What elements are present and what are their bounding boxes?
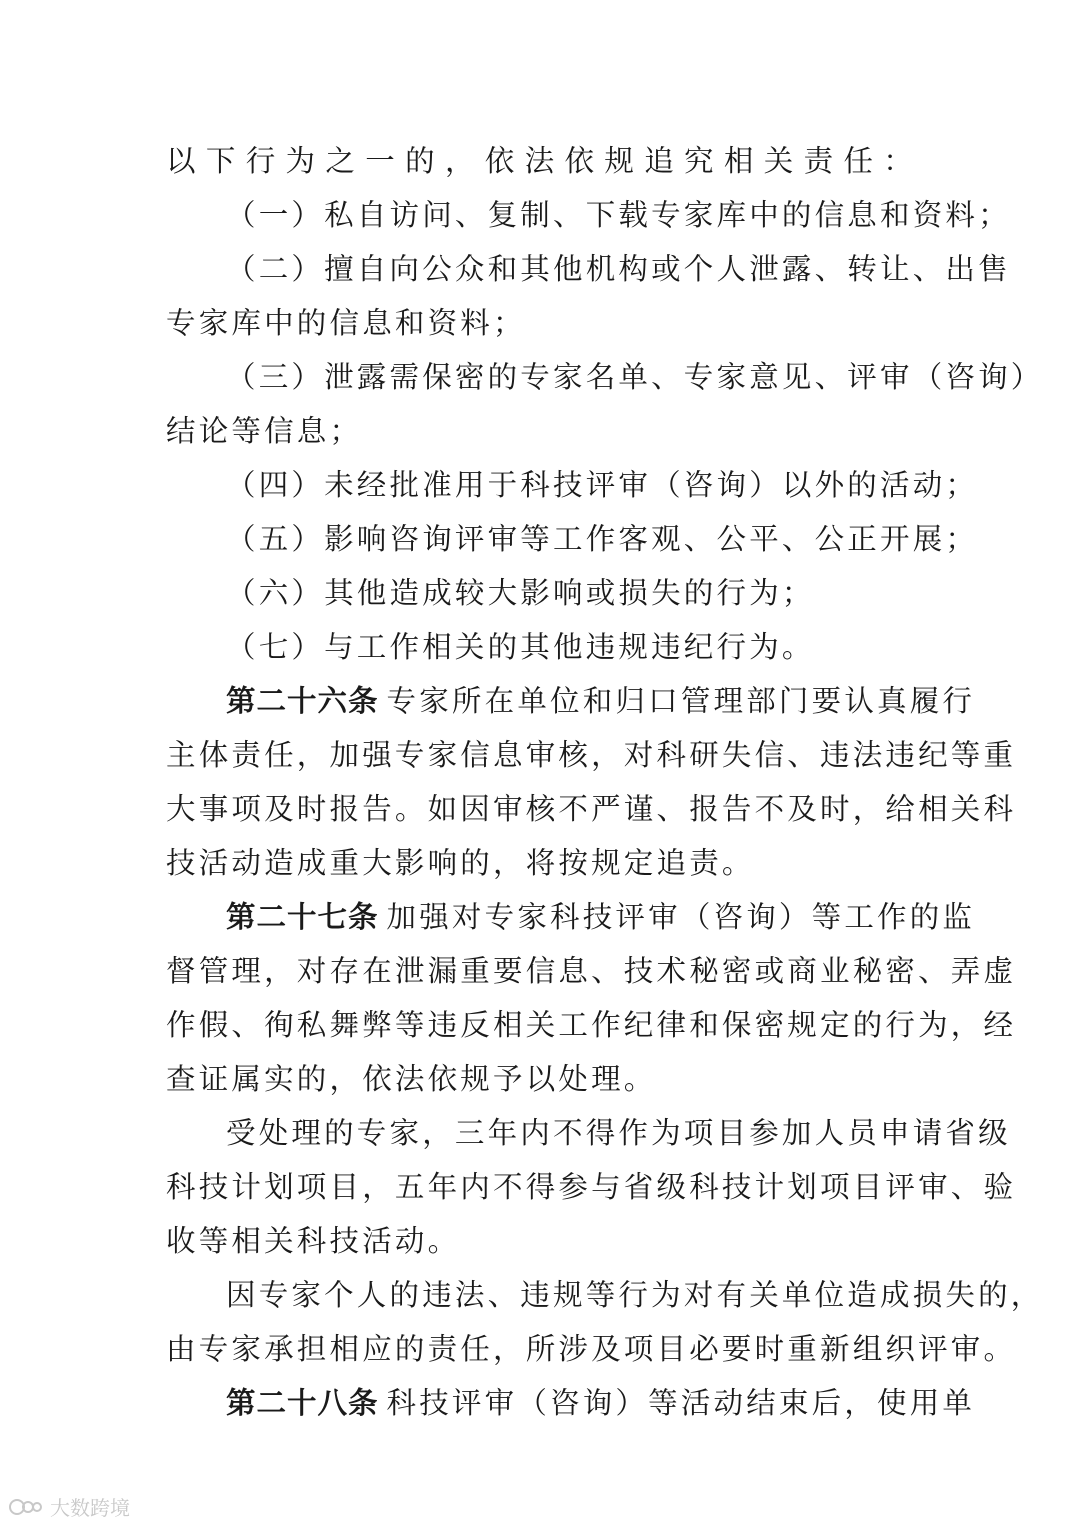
text-line: 由专家承担相应的责任，所涉及项目必要时重新组织评审。	[166, 1332, 1017, 1366]
brand-logo-icon	[8, 1496, 44, 1518]
list-item: （三）泄露需保密的专家名单、专家意见、评审（咨询）	[226, 360, 1044, 394]
text-line: 主体责任，加强专家信息审核，对科研失信、违法违纪等重	[166, 738, 1017, 772]
text-line: 收等相关科技活动。	[166, 1224, 461, 1258]
article-27-first-line	[166, 890, 976, 944]
article-26-first-line	[166, 674, 976, 728]
article-26-heading: 第二十六条	[226, 684, 379, 718]
text-line: 大事项及时报告。如因审核不严谨、报告不及时，给相关科	[166, 792, 1017, 826]
text-line: 作假、徇私舞弊等违反相关工作纪律和保密规定的行为，经	[166, 1008, 1017, 1042]
article-28-heading: 第二十八条	[226, 1386, 379, 1420]
article-28-first-line	[166, 1376, 976, 1430]
watermark-text: 大数跨境	[50, 1496, 130, 1520]
article-28-text: 科技评审（咨询）等活动结束后，使用单	[386, 1386, 976, 1420]
text-line: 以下行为之一的，依法依规追究相关责任：	[166, 144, 916, 178]
list-item: （七）与工作相关的其他违规违纪行为。	[226, 630, 815, 664]
list-item: （六）其他造成较大影响或损失的行为；	[226, 576, 815, 610]
text-line: 查证属实的，依法依规予以处理。	[166, 1062, 657, 1096]
list-item: （四）未经批准用于科技评审（咨询）以外的活动；	[226, 468, 979, 502]
list-item: （五）影响咨询评审等工作客观、公平、公正开展；	[226, 522, 979, 556]
list-item: （二）擅自向公众和其他机构或个人泄露、转让、出售	[226, 252, 1011, 286]
paragraph-line: 因专家个人的违法、违规等行为对有关单位造成损失的，	[226, 1278, 1044, 1312]
article-26-text: 专家所在单位和归口管理部门要认真履行	[386, 684, 976, 718]
paragraph-line: 受处理的专家，三年内不得作为项目参加人员申请省级	[226, 1116, 1011, 1150]
document-body	[166, 134, 1044, 1430]
text-line: 专家库中的信息和资料；	[166, 306, 526, 340]
text-line: 督管理，对存在泄漏重要信息、技术秘密或商业秘密、弄虚	[166, 954, 1017, 988]
watermark	[8, 1492, 130, 1521]
list-item: （一）私自访问、复制、下载专家库中的信息和资料；	[226, 198, 1011, 232]
text-line: 技活动造成重大影响的，将按规定追责。	[166, 846, 755, 880]
text-line: 结论等信息；	[166, 414, 363, 448]
article-27-heading: 第二十七条	[226, 900, 379, 934]
article-27-text: 加强对专家科技评审（咨询）等工作的监	[386, 900, 976, 934]
text-line: 科技计划项目，五年内不得参与省级科技计划项目评审、验	[166, 1170, 1017, 1204]
